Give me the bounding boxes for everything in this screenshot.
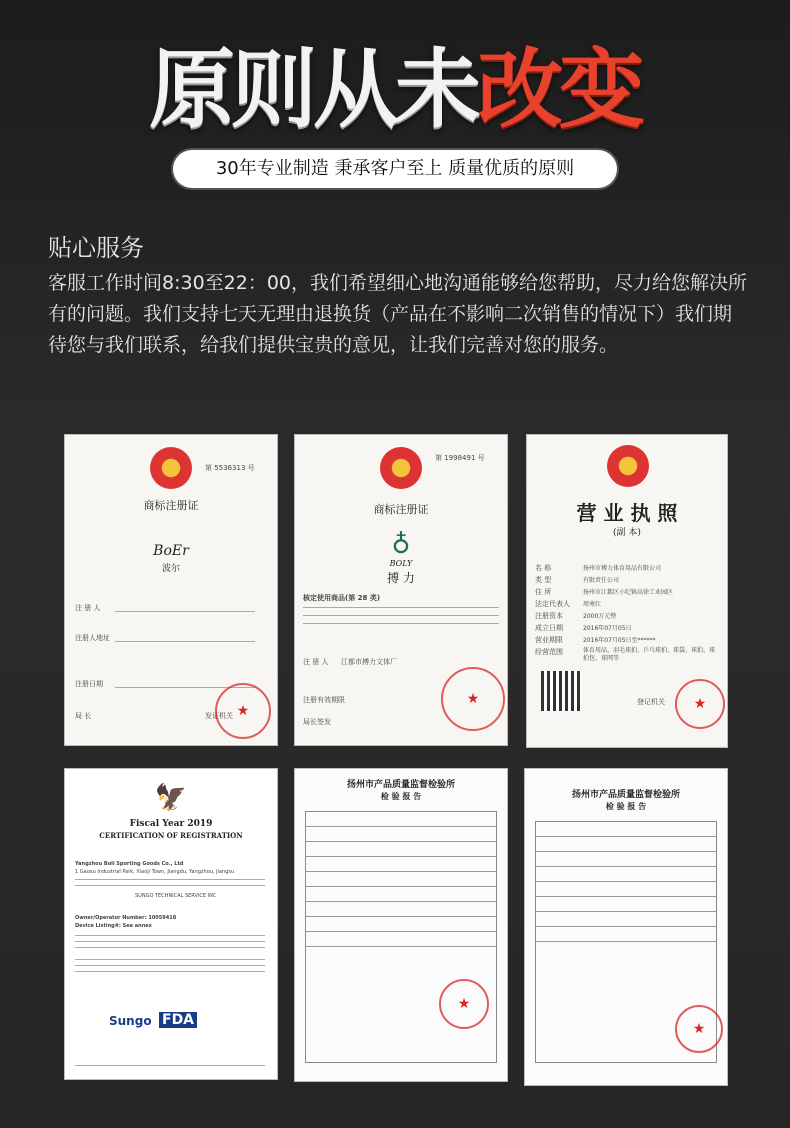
hero-title-white: 原则从未 [149, 40, 477, 140]
field-value: 扬州市搏力体育用品有限公司 [583, 565, 662, 572]
certificate-inspection-report-1 [294, 768, 508, 1082]
device-listing: Device Listing#: See annex [75, 923, 152, 929]
label-registrant: 注 册 人 [303, 658, 329, 666]
field-label: 法定代表人 [535, 600, 570, 608]
inspection-org: 扬州市产品质量监督检验所 [571, 790, 680, 800]
field-value: 2016年07月05日至****** [583, 637, 656, 644]
field-label: 注册资本 [535, 612, 563, 620]
official-seal: ★ [215, 683, 271, 739]
official-seal: ★ [675, 679, 725, 729]
registrant-value: 江都市搏力文体厂 [341, 658, 397, 666]
field-label: 类 型 [535, 576, 552, 584]
license-title: 营 业 执 照 [576, 501, 678, 525]
license-subtitle: (副 本) [613, 528, 641, 538]
issuer-label: 发证机关 [205, 712, 233, 720]
agent-name: SUNGO TECHNICAL SERVICE INC [135, 893, 217, 899]
sungo-logo: Sungo [109, 1014, 152, 1028]
label-registrant: 注 册 人 [75, 604, 101, 612]
field-value: 有限责任公司 [583, 577, 620, 584]
certificate-inspection-report-2 [524, 768, 728, 1086]
report-title: 检 验 报 告 [605, 801, 647, 811]
cert-title: 商标注册证 [143, 499, 199, 512]
cert-number: 第 5536313 号 [205, 464, 255, 472]
field-label: 住 所 [535, 588, 552, 596]
field-label: 成立日期 [535, 624, 563, 632]
label-validity: 注册有效期限 [303, 696, 345, 704]
cert-title: 商标注册证 [373, 503, 429, 516]
brand-name-cn: 波尔 [161, 564, 180, 574]
field-value: 周寒红 [583, 601, 602, 608]
fda-logo: FDA [159, 1012, 197, 1028]
field-value: 2016年07月05日 [583, 625, 632, 632]
hero-title-red: 改变 [477, 40, 641, 140]
label-director: 局长签发 [303, 718, 331, 726]
certificate-business-license [526, 434, 728, 748]
company-name: Yangzhou Boli Sporting Goods Co., Ltd [75, 861, 184, 867]
fiscal-year: Fiscal Year 2019 [129, 819, 213, 829]
national-emblem-icon [380, 447, 422, 489]
service-description: 客服工作时间8:30至22：00，我们希望细心地沟通能够给您帮助，尽力给您解决所有的问题。我们支持七天无理由退换货（产品在不影响二次销售的情况下）我们期待您与我们联系，给我们提供宝贵的意见，让我们完善对您的服务。 [48, 272, 748, 356]
certificate-trademark-boer [64, 434, 278, 746]
brand-name-cn: 搏 力 [387, 571, 415, 585]
company-address: 1 Gaoxu Industrial Park, Xiaoji Town, Jiangdu, Yangzhou, Jiangsu [75, 869, 235, 875]
cert-number: 第 1998491 号 [435, 454, 485, 462]
cert-title: CERTIFICATION OF REGISTRATION [99, 831, 243, 840]
official-seal: ★ [441, 667, 505, 731]
field-value: 2000万元整 [583, 613, 617, 620]
field-value: 体育用品、羽毛球拍、乒乓球拍、球袋、球拍、球拍包、球网等 [583, 647, 716, 662]
national-emblem-icon [607, 445, 649, 487]
field-label: 名 称 [535, 564, 552, 572]
hero-banner [0, 40, 790, 140]
label-director: 局 长 [75, 712, 92, 720]
brand-logo-en: BOLY [389, 559, 413, 568]
service-title: 贴心服务 [48, 234, 144, 262]
field-value: 扬州市江都区小纪镇高徐工业园区 [583, 589, 674, 596]
brand-logo: BoEr [153, 543, 189, 559]
owner-number: Owner/Operator Number: 10059418 [75, 915, 177, 921]
certificate-fda-registration [64, 768, 278, 1080]
national-emblem-icon [150, 447, 192, 489]
issuer-label: 登记机关 [637, 698, 665, 706]
label-address: 注册人地址 [75, 634, 110, 642]
label-reg-date: 注册日期 [75, 680, 103, 688]
goods-class: 核定使用商品(第 28 类) [303, 594, 381, 602]
field-label: 经营范围 [535, 648, 563, 656]
certificate-trademark-boly [294, 434, 508, 746]
brand-logo-icon: ♁ [391, 527, 411, 557]
report-title: 检 验 报 告 [380, 791, 422, 801]
subtitle-pill: 30年专业制造 秉承客户至上 质量优质的原则 [173, 150, 617, 188]
official-seal: ★ [675, 1005, 723, 1053]
inspection-org: 扬州市产品质量监督检验所 [346, 780, 455, 790]
official-seal: ★ [439, 979, 489, 1029]
eagle-emblem-icon: 🦅 [154, 783, 188, 813]
qr-code-icon [541, 671, 581, 711]
field-label: 营业期限 [535, 636, 563, 644]
